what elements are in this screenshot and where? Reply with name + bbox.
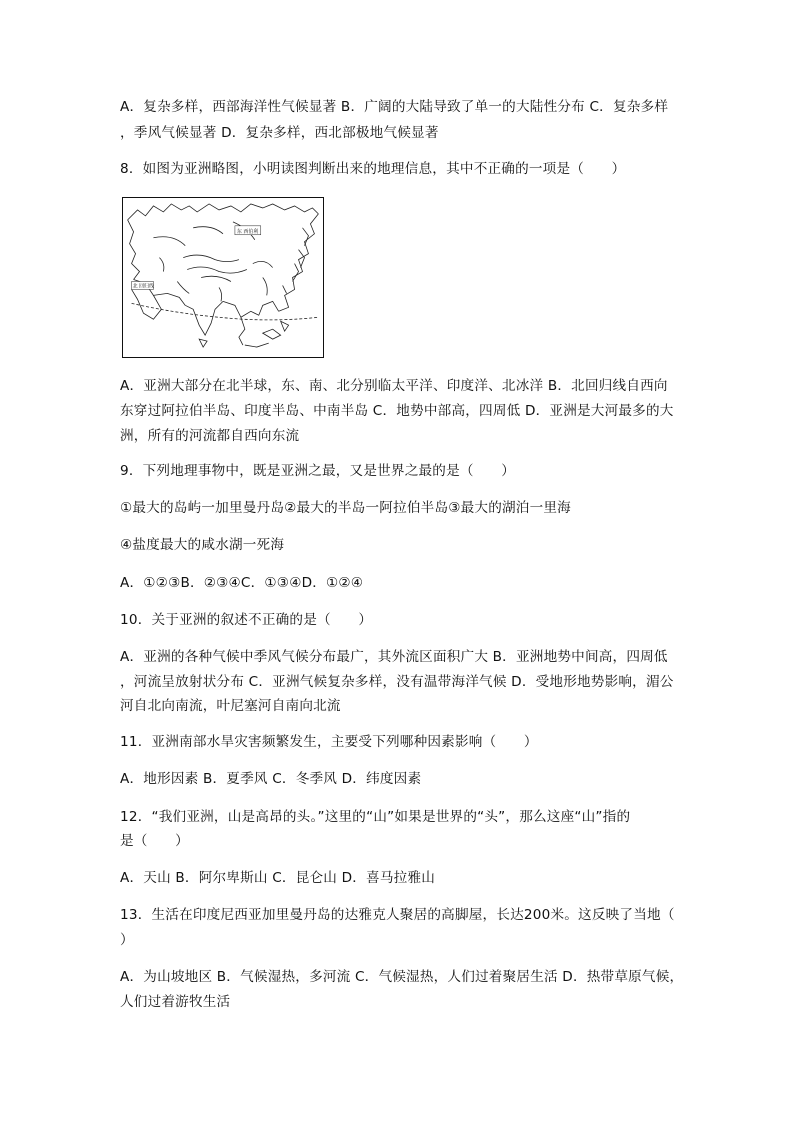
q13-stem-line-2: ） <box>120 932 134 948</box>
q12-stem-line-2: 是（ ） <box>120 833 189 849</box>
map-label-west: 北 回归线 <box>132 283 154 290</box>
q9-items-line-2: ④盐度最大的咸水湖一死海 <box>120 537 285 553</box>
q10-options-line-1: A．亚洲的各种气候中季风气候分布最广，其外流区面积广大 B．亚洲地势中间高，四周低 <box>120 649 668 665</box>
q9-stem: 9．下列地理事物中，既是亚洲之最，又是世界之最的是（ ） <box>120 463 516 479</box>
asia-map-figure <box>122 197 324 358</box>
map-label-northeast: 东 西伯利 <box>236 228 259 235</box>
q7-options-line-2: ，季风气候显著 D．复杂多样，西北部极地气候显著 <box>120 125 439 141</box>
q9-items-line-1: ①最大的岛屿一加里曼丹岛②最大的半岛一阿拉伯半岛③最大的湖泊一里海 <box>120 500 571 516</box>
q11-stem: 11．亚洲南部水旱灾害频繁发生，主要受下列哪种因素影响（ ） <box>120 734 538 750</box>
q13-options-line-1: A．为山坡地区 B．气候湿热，多河流 C．气候湿热，人们过着聚居生活 D．热带草原气候， <box>120 969 684 985</box>
q8-options-line-3: 洲，所有的河流都自西向东流 <box>120 428 300 444</box>
q9-options: A．①②③B．②③④C．①③④D．①②④ <box>120 575 364 591</box>
q11-options: A．地形因素 B．夏季风 C．冬季风 D．纬度因素 <box>120 771 422 787</box>
q12-options: A．天山 B．阿尔卑斯山 C．昆仑山 D．喜马拉雅山 <box>120 870 436 886</box>
q13-options-line-2: 人们过着游牧生活 <box>120 994 231 1010</box>
q10-options-line-2: ，河流呈放射状分布 C．亚洲气候复杂多样，没有温带海洋气候 D．受地形地势影响，湄公 <box>120 674 674 690</box>
q13-stem-line-1: 13．生活在印度尼西亚加里曼丹岛的达雅克人聚居的高脚屋，长达200米。这反映了当地（ <box>120 907 675 923</box>
q8-options-line-2: 东穿过阿拉伯半岛、印度半岛、中南半岛 C．地势中部高，四周低 D．亚洲是大河最多的大 <box>120 403 674 419</box>
asia-map-drawing <box>123 198 323 357</box>
q12-stem-line-1: 12．“我们亚洲，山是高昂的头。”这里的“山”如果是世界的“头”，那么这座“山”指的 <box>120 809 631 825</box>
q8-options-line-1: A．亚洲大部分在北半球，东、南、北分别临太平洋、印度洋、北冰洋 B．北回归线自西向 <box>120 378 668 394</box>
q7-options-line-1: A．复杂多样，西部海洋性气候显著 B．广阔的大陆导致了单一的大陆性分布 C．复杂多样 <box>120 99 669 115</box>
q10-stem: 10．关于亚洲的叙述不正确的是（ ） <box>120 612 373 628</box>
q10-options-line-3: 河自北向南流，叶尼塞河自南向北流 <box>120 698 341 714</box>
q8-stem: 8．如图为亚洲略图，小明读图判断出来的地理信息，其中不正确的一项是（ ） <box>120 161 626 177</box>
